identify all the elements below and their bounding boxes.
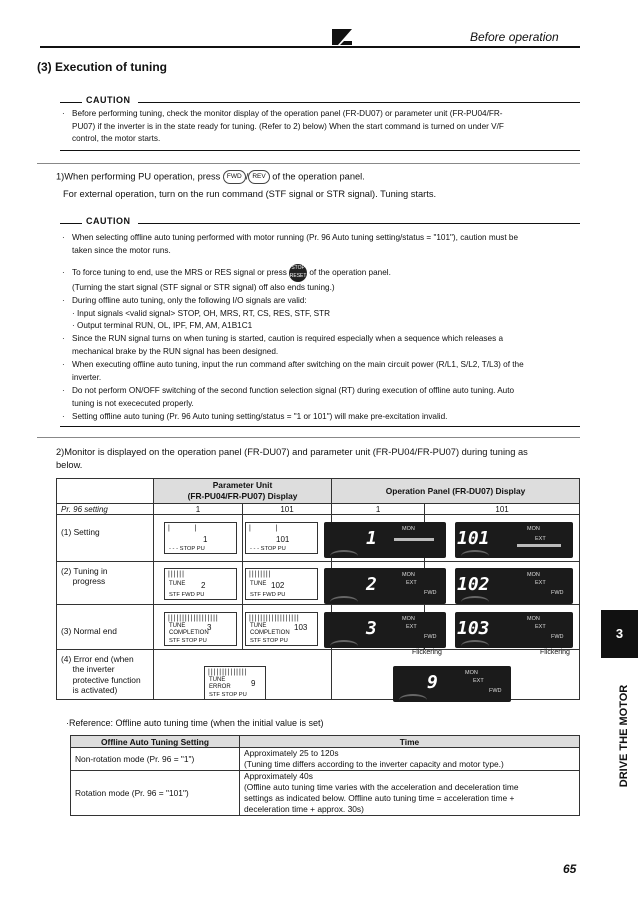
step1-line2: For external operation, turn on the run command (STF signal or STR signal). Tuning starts. [63,189,437,199]
bullet: · [62,386,65,395]
caution-box-2 [60,216,580,427]
caution-label: CAUTION [86,216,131,226]
pu-lcd-display: |||||||||||||||||| TUNE COMPLETION 3 STF STOP PU [164,612,237,646]
chapter-tab: 3 [601,610,638,658]
flickering-note: Flickering [540,649,570,656]
bullet: · [62,360,65,369]
header-operation-panel: Operation Panel (FR-DU07) Display [332,479,580,504]
mode-cell: Rotation mode (Pr. 96 = "101") [71,771,240,816]
pu-lcd-display: |||||| TUNE 2 STF FWD PU [164,568,237,600]
caution2-b4: Since the RUN signal turns on when tuning is started, caution is required especially when a sequence which releases a mechanical brake by the RUN signal has been designed. [72,334,503,356]
page-number: 65 [563,862,577,876]
caution2-b2: To force tuning to end, use the MRS or RES signal or press STOP RESET of the operation panel. [72,264,391,282]
col-header: Offline Auto Tuning Setting [71,736,240,748]
caution-text: Before performing tuning, check the monitor display of the operation panel (FR-DU07) or parameter unit (FR-PU04/FR- PU07) if the inverter is in the state ready for tuning. (Refer to 2) below) When the start command is turned on under V/F control, the motor starts. [72,109,504,143]
pu-lcd-display: |||||||||||||| TUNE ERROR 9 STF STOP PU [204,666,266,700]
pu-lcd-display: |||||||| TUNE 102 STF FWD PU [245,568,318,600]
operation-panel-display: 102 MON EXT FWD [455,568,573,604]
bullet: · [62,268,65,277]
row-label: (2) Tuning in progress [57,562,154,605]
col-header: Time [240,736,580,748]
caution2-b3: During offline auto tuning, only the following I/O signals are valid: · Input signals <valid signal> STOP, OH, MRS, RT, CS, RES, STF, STR · Output terminal RUN, OL, IPF, FM, AM, A1B1C1 [72,296,330,330]
caution2-b2-line2: (Turning the start signal (STF signal or STR signal) off also ends tuning.) [72,283,335,292]
row-label: (3) Normal end [57,605,154,650]
bullet: · [62,412,65,421]
header-title: Before operation [470,30,559,44]
setting-value: 1 [332,504,425,515]
caution2-b7: Setting offline auto tuning (Pr. 96 Auto tuning setting/status = "1 or 101") will make pre-excitation invalid. [72,412,448,421]
mitsubishi-logo-icon [330,27,354,47]
tuning-time-table [70,735,580,816]
bullet: · [62,334,65,343]
operation-panel-display: 1 MON [324,522,446,558]
caution-label: CAUTION [86,95,131,105]
bullet: · [62,233,65,242]
bullet: · [62,109,65,118]
section-title: (3) Execution of tuning [37,60,167,74]
bullet: · [62,296,65,305]
caution-box-1 [60,95,580,151]
operation-panel-display: 9 MON EXT FWD [393,666,511,702]
mode-cell: Non-rotation mode (Pr. 96 = "1") [71,748,240,771]
caution2-b6: Do not perform ON/OFF switching of the second function selection signal (RT) during execution of offline auto tuning. Auto tuning is not exececuted properly. [72,386,515,408]
setting-label: Pr. 96 setting [57,504,154,515]
reference-note: ·Reference: Offline auto tuning time (when the initial value is set) [66,718,324,728]
caution2-b1: When selecting offline auto tuning performed with motor running (Pr. 96 Auto tuning setting/status = "101"), caution must be taken since the motor runs. [72,233,518,255]
pu-lcd-display: |||||||||||||||||| TUNE COMPLETION 103 STF STOP PU [245,612,318,646]
operation-panel-display: 2 MON EXT FWD [324,568,446,604]
header-rule [40,46,580,48]
row-label: (4) Error end (when the inverter protective function is activated) [57,650,154,700]
row-label: (1) Setting [57,515,154,562]
header-parameter-unit: Parameter Unit (FR-PU04/FR-PU07) Display [154,479,332,504]
pu-lcd-display: | | 1 - - - STOP PU [164,522,237,554]
flickering-note: Flickering [412,649,442,656]
operation-panel-display: 3 MON EXT FWD [324,612,446,648]
chapter-label: DRIVE THE MOTOR [618,684,630,788]
divider [37,437,580,438]
setting-value: 101 [243,504,332,515]
stop-reset-button-icon: STOP RESET [289,264,307,282]
step1-line1: 1)When performing PU operation, press FWD / REV of the operation panel. [56,170,365,184]
time-cell: Approximately 40s (Offline auto tuning time varies with the acceleration and deceleration time settings as indicated below. Offline auto tuning time = acceleration time + deceleration time + approx. 30s) [240,771,580,816]
rev-button-icon: REV [248,170,269,184]
operation-panel-display: 103 MON EXT FWD [455,612,573,648]
step2-text: 2)Monitor is displayed on the operation panel (FR-DU07) and parameter unit (FR-PU04/FR-PU07) during tuning as below. [56,447,528,470]
setting-value: 1 [154,504,243,515]
operation-panel-display: 101 MON EXT [455,522,573,558]
divider [37,163,580,164]
fwd-button-icon: FWD [223,170,246,184]
setting-value: 101 [425,504,580,515]
caution2-b5: When executing offline auto tuning, input the run command after switching on the main circuit power (R/L1, S/L2, T/L3) of the inverter. [72,360,524,382]
time-cell: Approximately 25 to 120s (Tuning time differs according to the inverter capacity and motor type.) [240,748,580,771]
pu-lcd-display: | | 101 - - - STOP PU [245,522,318,554]
